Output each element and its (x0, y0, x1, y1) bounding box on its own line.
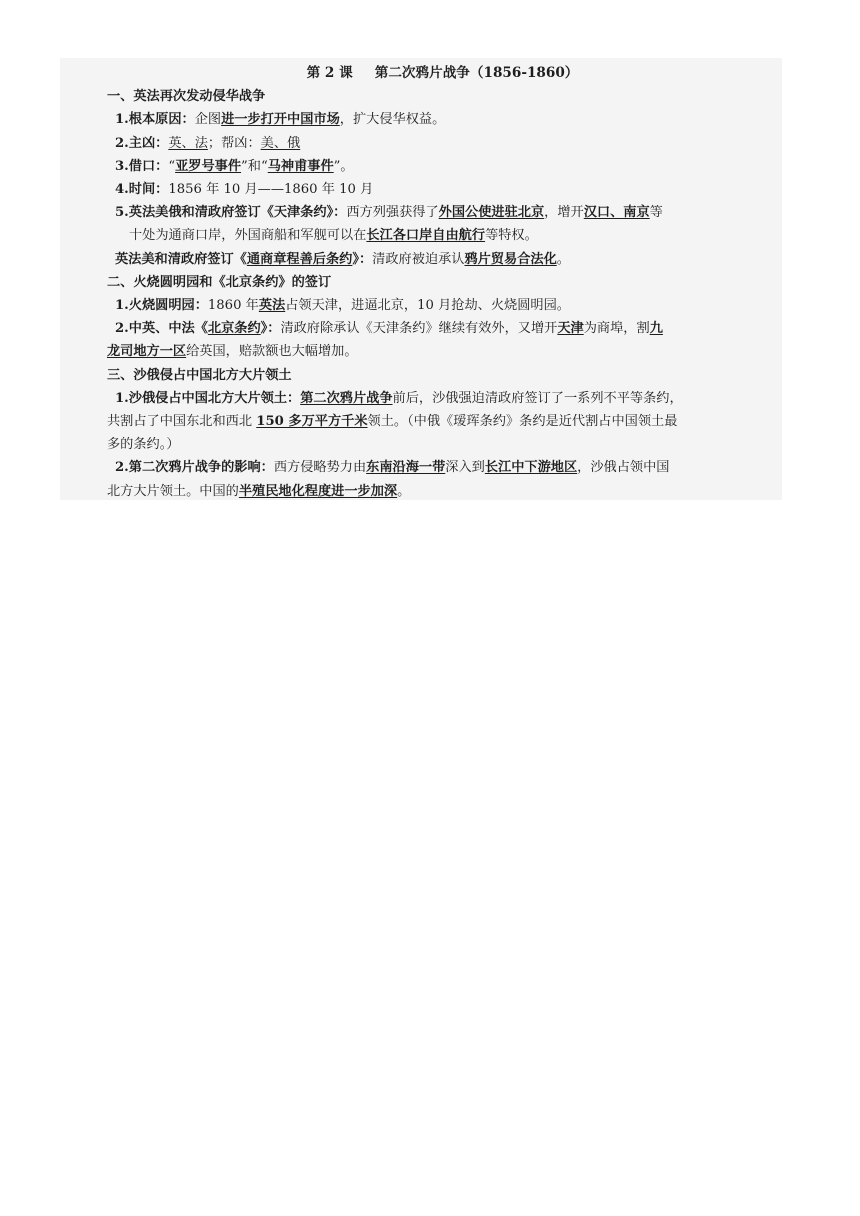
text: 占领天津，进逼北京，10 月抢劫、火烧圆明园。 (285, 298, 570, 314)
text: 为商埠，割 (583, 321, 650, 337)
text: ”和“ (241, 158, 268, 174)
s1-item-6 (107, 248, 762, 271)
text: 1860 年 (207, 298, 259, 314)
s3-item-2-cont (107, 480, 762, 503)
s1-item-4-label: 4.时间： (115, 182, 169, 198)
s1-item-3-label: 3.借口： (115, 158, 169, 174)
text: ，扩大侵华权益。 (339, 112, 446, 128)
key-point: 汉口、南京 (583, 205, 650, 221)
key-point: 龙司地方一区 (107, 344, 187, 360)
key-point: 长江各口岸自由航行 (366, 228, 486, 244)
s1-item-4 (107, 178, 762, 201)
s1-item-2 (107, 132, 762, 155)
s2-item-2-label-end: 》： (260, 321, 281, 337)
text: 领土。（中俄《瑷珲条约》条约是近代割占中国领土最 (367, 414, 678, 430)
text: 等 (649, 205, 663, 221)
lesson-name: 第二次鸦片战争（1856-1860） (374, 65, 579, 81)
section-3-heading: 三、沙俄侵占中国北方大片领土 (107, 367, 292, 383)
key-point: 东南沿海一带 (366, 460, 446, 476)
s1-item-5 (107, 201, 762, 224)
text: ，增开 (544, 205, 584, 221)
s3-item-1-label: 1.沙俄侵占中国北方大片领土： (115, 390, 301, 406)
key-point: 天津 (557, 321, 584, 337)
s3-item-1-cont (107, 410, 762, 433)
key-point: 通商章程善后条约 (246, 251, 353, 267)
s1-item-2-label: 2.主凶： (115, 135, 169, 151)
key-point: 美、俄 (260, 135, 301, 151)
key-point: 第二次鸦片战争 (300, 390, 393, 406)
key-point: 英、法 (168, 135, 208, 151)
s1-item-1-label: 1.根本原因： (115, 112, 195, 128)
s1-item-3 (107, 155, 762, 178)
text: 。 (397, 483, 411, 499)
document-body (107, 62, 762, 503)
key-point: 北京条约 (207, 321, 261, 337)
s1-item-5-label: 5.英法美俄和清政府签订《天津条约》： (115, 205, 347, 221)
text: ，沙俄占领中国 (577, 460, 670, 476)
text: ；帮凶： (207, 135, 261, 151)
text: 1856 年 10 月——1860 年 10 月 (168, 182, 374, 198)
s1-item-6-label-end: 》： (352, 251, 373, 267)
key-point: 九 (649, 321, 663, 337)
key-point: 英法 (258, 298, 286, 314)
text: 多的条约。） (107, 437, 180, 453)
s3-item-1 (107, 387, 762, 410)
key-point: 鸦片贸易合法化 (464, 251, 557, 267)
text: 前后，沙俄强迫清政府签订了一系列不平等条约， (392, 390, 683, 406)
text: 西方列强获得了 (346, 205, 439, 221)
text: ”。 (333, 158, 354, 174)
s2-item-2-label: 2.中英、中法《 (115, 321, 208, 337)
s2-item-2 (107, 317, 762, 340)
text: 给英国，赔款额也大幅增加。 (186, 344, 358, 360)
text: 深入到 (445, 460, 485, 476)
key-point: 长江中下游地区 (484, 460, 578, 476)
s1-item-1 (107, 108, 762, 131)
key-point: 150 多万平方千米 (256, 414, 368, 430)
text: 北方大片领土。中国的 (107, 483, 239, 499)
s2-item-2-cont (107, 340, 762, 363)
lesson-number: 第 2 课 (306, 65, 353, 81)
s3-item-2-label: 2.第二次鸦片战争的影响： (115, 460, 274, 476)
text: 十处为通商口岸，外国商船和军舰可以在 (129, 228, 367, 244)
key-point: 马神甫事件 (267, 158, 334, 174)
text: 等特权。 (485, 228, 538, 244)
text: 西方侵略势力由 (273, 460, 367, 476)
text: 。 (556, 251, 570, 267)
key-point: 外国公使进驻北京 (438, 205, 545, 221)
section-1-heading: 一、英法再次发动侵华战争 (107, 89, 266, 105)
key-point: 半殖民地化程度进一步加深 (238, 483, 398, 499)
key-point: 亚罗号事件 (175, 158, 242, 174)
key-point: 进一步打开中国市场 (221, 112, 340, 128)
s3-item-2 (107, 456, 762, 479)
text: 清政府被迫承认 (372, 251, 465, 267)
text: 清政府除承认《天津条约》继续有效外，又增开 (280, 321, 558, 337)
section-2-heading: 二、火烧圆明园和《北京条约》的签订 (107, 274, 332, 290)
text: 企图 (194, 112, 222, 128)
text: 共割占了中国东北和西北 (107, 414, 257, 430)
s1-item-6-label: 英法美和清政府签订《 (115, 251, 247, 267)
s1-item-5-cont (107, 224, 762, 247)
page-title (123, 62, 762, 85)
text: “ (168, 158, 176, 174)
s2-item-1 (107, 294, 762, 317)
s2-item-1-label: 1.火烧圆明园： (115, 298, 208, 314)
s3-item-1-cont-2 (107, 433, 762, 456)
